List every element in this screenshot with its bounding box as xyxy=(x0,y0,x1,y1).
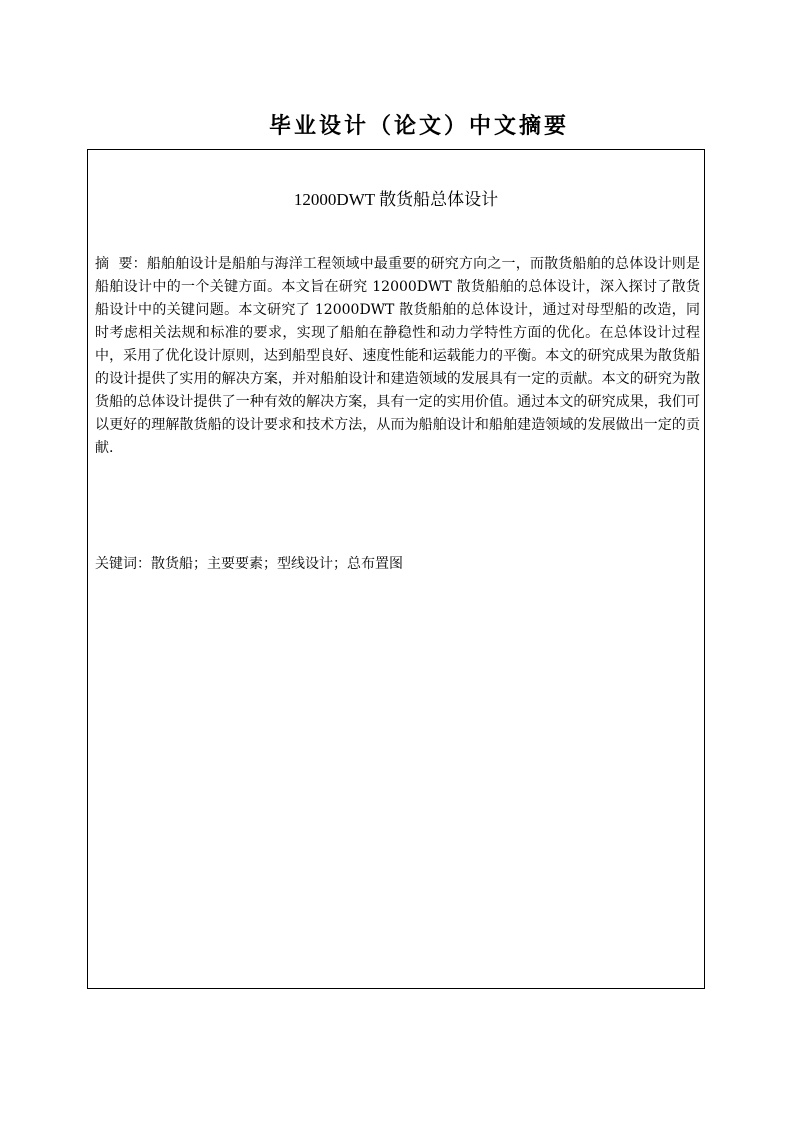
keywords-text: 散货船；主要要素；型线设计；总布置图 xyxy=(151,556,403,572)
thesis-title: 12000DWT 散货船总体设计 xyxy=(293,190,499,209)
abstract-label: 摘 要： xyxy=(95,256,147,272)
page-heading: 毕业设计（论文）中文摘要 xyxy=(268,114,569,139)
keywords-label: 关键词： xyxy=(95,556,151,572)
abstract-paragraph xyxy=(95,253,700,460)
abstract-box xyxy=(87,149,705,989)
abstract-text: 船舶舶设计是船舶与海洋工程领域中最重要的研究方向之一，而散货船舶的总体设计则是船舶设计中的一个关键方面。本文旨在研究 12000DWT 散货船舶的总体设计，深入探讨了散货船设计中的关键问题。本文研究了 12000DWT 散货船舶的总体设计，通过对母型船的改造，同时考虑相关法规和标准的要求，实现了船舶在静稳性和动力学特性方面的优化。在总体设计过程中，采用了优化设计原则，达到船型良好、速度性能和运载能力的平衡。本文的研究成果为散货船的设计提供了实用的解决方案，并对船舶设计和建造领域的发展具有一定的贡献。本文的研究为散货船的总体设计提供了一种有效的解决方案，具有一定的实用价值。通过本文的研究成果，我们可以更好的理解散货船的设计要求和技术方法，从而为船舶设计和船舶建造领域的发展做出一定的贡献. xyxy=(95,256,700,456)
keywords-line xyxy=(95,553,700,576)
